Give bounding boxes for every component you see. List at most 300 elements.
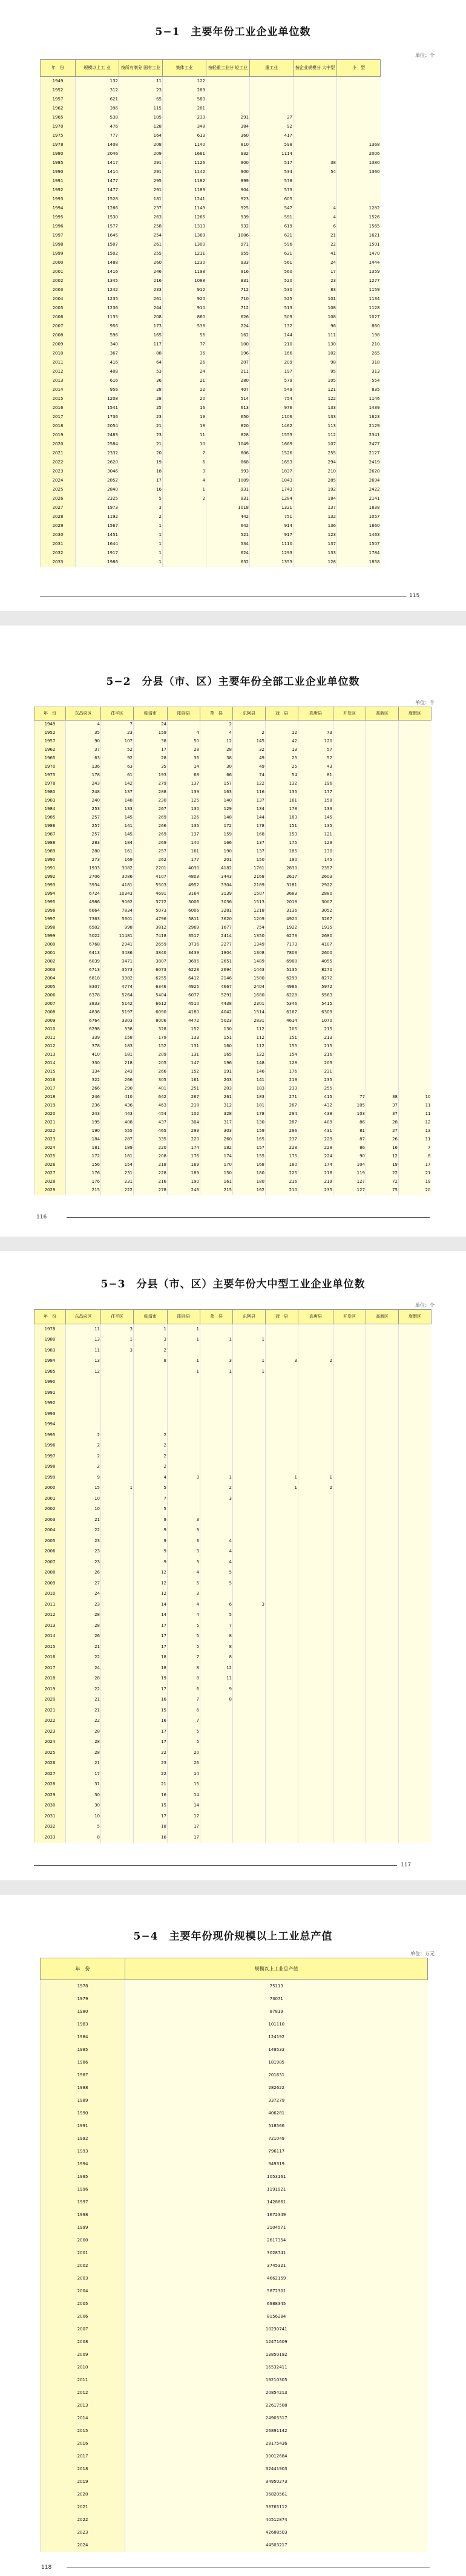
- value-cell: [200, 1822, 233, 1832]
- year-cell: 1999: [34, 1473, 66, 1483]
- value-cell: 23: [66, 1546, 101, 1557]
- unit-label: 单位：个: [415, 53, 435, 58]
- value-cell: 378: [66, 1042, 101, 1051]
- table-row: [41, 186, 381, 195]
- year-cell: 1987: [34, 831, 66, 839]
- value-cell: 294: [294, 458, 337, 467]
- value-cell: 312: [76, 86, 119, 95]
- year-cell: 2016: [34, 1652, 66, 1663]
- value-cell: 1230: [163, 258, 206, 267]
- value-cell: 255: [119, 249, 163, 258]
- column-header: 按轻重工业分 轻工业: [206, 60, 250, 77]
- value-cell: 129: [298, 839, 333, 848]
- year-cell: 2014: [34, 1631, 66, 1642]
- table-row: [34, 1186, 432, 1195]
- value-cell: [399, 763, 432, 771]
- year-cell: 2016: [41, 2437, 125, 2450]
- value-cell: 73: [298, 729, 333, 737]
- value-cell: 613: [206, 404, 250, 413]
- value-cell: [366, 805, 399, 814]
- value-cell: 7834: [101, 907, 134, 915]
- value-cell: [266, 1811, 298, 1822]
- value-cell: [163, 549, 206, 558]
- value-cell: [206, 95, 250, 104]
- value-cell: 56: [163, 331, 206, 340]
- value-cell: 6298: [66, 1025, 101, 1034]
- value-cell: 287: [266, 1102, 298, 1110]
- value-cell: 205: [266, 1025, 298, 1034]
- value-cell: 605: [250, 195, 294, 204]
- value-cell: [233, 1800, 266, 1811]
- value-cell: 7: [168, 1695, 200, 1705]
- value-cell: 1183: [163, 186, 206, 195]
- value-cell: 133: [294, 413, 337, 422]
- value-cell: [399, 1068, 432, 1076]
- value-cell: 8: [200, 1631, 233, 1642]
- value-cell: 463: [134, 1102, 168, 1110]
- value-cell: [366, 1051, 399, 1059]
- value-cell: [366, 1462, 399, 1473]
- value-cell: [101, 1536, 134, 1547]
- value-cell: [101, 1430, 134, 1441]
- year-cell: 1984: [34, 1356, 66, 1367]
- value-cell: 2201: [134, 865, 168, 873]
- year-cell: 1988: [41, 2082, 125, 2094]
- value-cell: 290: [101, 1085, 134, 1093]
- value-cell: [366, 1631, 399, 1642]
- value-cell: [266, 1652, 298, 1663]
- value-cell: 141: [233, 1076, 266, 1085]
- year-cell: 2030: [34, 1800, 66, 1811]
- column-header: 冠 县: [266, 707, 298, 721]
- value-cell: 222: [101, 1186, 134, 1195]
- value-cell: 22: [366, 1169, 399, 1178]
- value-cell: 38765112: [125, 2501, 428, 2514]
- value-cell: 208: [119, 140, 163, 149]
- value-cell: [366, 1398, 399, 1409]
- value-cell: 176: [66, 1169, 101, 1178]
- value-cell: [233, 1822, 266, 1832]
- value-cell: 37: [366, 1110, 399, 1119]
- value-cell: 28: [168, 746, 200, 754]
- year-cell: 2032: [34, 1822, 66, 1832]
- table-row: [34, 881, 432, 890]
- table-row: [34, 1377, 432, 1388]
- value-cell: 269: [134, 831, 168, 839]
- value-cell: 231: [101, 1178, 134, 1186]
- value-cell: [266, 1642, 298, 1653]
- value-cell: [399, 822, 432, 831]
- year-cell: 2006: [34, 992, 66, 1000]
- table-row: [34, 1042, 432, 1051]
- column-header: 重工业: [250, 60, 294, 77]
- value-cell: 37: [366, 1102, 399, 1110]
- value-cell: 5415: [298, 1000, 333, 1008]
- value-cell: 267: [134, 805, 168, 814]
- value-cell: 183: [266, 814, 298, 822]
- value-cell: 23: [134, 1758, 168, 1769]
- table-row: [34, 1758, 432, 1769]
- value-cell: [337, 195, 381, 204]
- year-cell: 1997: [41, 231, 76, 240]
- value-cell: 237: [266, 1136, 298, 1144]
- value-cell: 1784: [337, 549, 381, 558]
- year-cell: 1993: [34, 1409, 66, 1420]
- value-cell: 1053161: [125, 2171, 428, 2183]
- value-cell: 153: [266, 831, 298, 839]
- value-cell: 2852: [76, 476, 119, 485]
- year-cell: 2004: [41, 295, 76, 304]
- table-row: [34, 1515, 432, 1526]
- value-cell: 555: [101, 1127, 134, 1136]
- value-cell: 177: [168, 856, 200, 865]
- value-cell: 20: [168, 1748, 200, 1759]
- value-cell: 196: [200, 1059, 233, 1068]
- value-cell: 178: [233, 822, 266, 831]
- value-cell: 8: [168, 1673, 200, 1684]
- value-cell: 154: [101, 1161, 134, 1169]
- value-cell: 538: [76, 113, 119, 122]
- table-row: [41, 249, 381, 258]
- year-cell: 1983: [41, 2018, 125, 2031]
- value-cell: [399, 932, 432, 941]
- value-cell: [200, 1589, 233, 1600]
- value-cell: 90: [66, 737, 101, 746]
- value-cell: 1353: [250, 558, 294, 567]
- value-cell: 11481: [101, 932, 134, 941]
- value-cell: [399, 1737, 432, 1748]
- value-cell: 28: [119, 385, 163, 394]
- value-cell: 1408: [76, 140, 119, 149]
- value-cell: 340: [76, 340, 119, 349]
- value-cell: [233, 1737, 266, 1748]
- value-cell: 196: [298, 780, 333, 788]
- value-cell: 2054: [76, 422, 119, 431]
- value-cell: [333, 1068, 366, 1076]
- value-cell: 128: [294, 558, 337, 567]
- value-cell: [366, 1705, 399, 1716]
- value-cell: 208: [119, 313, 163, 322]
- value-cell: 2301: [233, 1000, 266, 1008]
- table-row: [34, 822, 432, 831]
- value-cell: [399, 1076, 432, 1085]
- value-cell: [333, 1610, 366, 1621]
- value-cell: 10230741: [125, 2323, 428, 2336]
- value-cell: 5404: [134, 992, 168, 1000]
- value-cell: 92: [101, 754, 134, 763]
- value-cell: 513: [250, 304, 294, 313]
- value-cell: 151: [266, 822, 298, 831]
- value-cell: [399, 1494, 432, 1505]
- value-cell: 17: [168, 1811, 200, 1822]
- value-cell: 246: [66, 1093, 101, 1102]
- year-cell: 1995: [34, 898, 66, 907]
- value-cell: 650: [206, 413, 250, 422]
- value-cell: 142: [101, 780, 134, 788]
- year-cell: 2013: [41, 2399, 125, 2412]
- value-cell: [366, 1695, 399, 1705]
- column-header: 冠 县: [266, 1310, 298, 1324]
- table-row: [41, 476, 381, 485]
- value-cell: [399, 729, 432, 737]
- value-cell: [366, 966, 399, 975]
- value-cell: [366, 1017, 399, 1025]
- value-cell: 5: [168, 1578, 200, 1589]
- year-cell: 2018: [41, 422, 76, 431]
- table-row: [41, 2183, 428, 2196]
- value-cell: 44503217: [125, 2539, 428, 2552]
- year-cell: 1994: [41, 2158, 125, 2171]
- value-cell: 416: [76, 358, 119, 367]
- value-cell: 334: [66, 1068, 101, 1076]
- year-cell: 1952: [41, 86, 76, 95]
- value-cell: 36: [163, 349, 206, 358]
- value-cell: 2: [66, 1440, 101, 1451]
- year-cell: 2020: [41, 440, 76, 449]
- value-cell: 1439: [337, 404, 381, 413]
- value-cell: 932: [206, 222, 250, 231]
- value-cell: [250, 95, 294, 104]
- page-table-5-1: [0, 0, 466, 611]
- year-cell: 2010: [34, 1589, 66, 1600]
- value-cell: [333, 754, 366, 763]
- value-cell: [233, 1832, 266, 1843]
- value-cell: [366, 1621, 399, 1632]
- value-cell: 1209: [233, 915, 266, 924]
- table-row: [41, 267, 381, 276]
- value-cell: 30012684: [125, 2450, 428, 2463]
- value-cell: 203: [200, 1076, 233, 1085]
- value-cell: 21: [119, 440, 163, 449]
- value-cell: [333, 958, 366, 966]
- value-cell: 280: [206, 376, 250, 385]
- value-cell: [200, 1398, 233, 1409]
- value-cell: 6713: [66, 966, 101, 975]
- year-cell: 1995: [41, 213, 76, 222]
- table-row: [41, 104, 381, 113]
- value-cell: 12: [399, 1119, 432, 1127]
- value-cell: 21: [66, 1515, 101, 1526]
- value-cell: [399, 1631, 432, 1642]
- value-cell: 1462: [250, 422, 294, 431]
- value-cell: [399, 1367, 432, 1378]
- value-cell: [101, 1769, 134, 1780]
- value-cell: 4: [200, 1546, 233, 1557]
- value-cell: 12: [266, 729, 298, 737]
- value-cell: [250, 86, 294, 95]
- table-row: [34, 915, 432, 924]
- value-cell: [399, 1008, 432, 1017]
- value-cell: 4: [200, 729, 233, 737]
- value-cell: [266, 1779, 298, 1790]
- year-cell: 2029: [41, 521, 76, 531]
- value-cell: 145: [298, 814, 333, 822]
- value-cell: 465: [134, 1127, 168, 1136]
- value-cell: [333, 848, 366, 856]
- table-row: [34, 975, 432, 983]
- year-cell: 2008: [41, 2336, 125, 2349]
- value-cell: 925: [206, 204, 250, 213]
- value-cell: [200, 1737, 233, 1748]
- value-cell: 131: [168, 1042, 200, 1051]
- value-cell: 128: [119, 122, 163, 131]
- value-cell: [233, 1673, 266, 1684]
- value-cell: [333, 822, 366, 831]
- value-cell: 137: [294, 540, 337, 549]
- value-cell: [233, 1377, 266, 1388]
- value-cell: 621: [250, 231, 294, 240]
- value-cell: 7: [163, 449, 206, 458]
- value-cell: [337, 177, 381, 186]
- value-cell: [399, 1705, 432, 1716]
- value-cell: [233, 1631, 266, 1642]
- table-row: [34, 1440, 432, 1451]
- value-cell: 287: [101, 1136, 134, 1144]
- value-cell: [298, 1727, 333, 1737]
- value-cell: 16: [134, 1695, 168, 1705]
- value-cell: 6299: [266, 975, 298, 983]
- table-row: [41, 177, 381, 186]
- value-cell: 6988: [266, 958, 298, 966]
- value-cell: 2584: [76, 440, 119, 449]
- value-cell: 90: [333, 1152, 366, 1161]
- value-cell: 2: [200, 721, 233, 729]
- value-cell: [266, 1345, 298, 1356]
- value-cell: 233: [119, 286, 163, 295]
- year-cell: 2006: [41, 313, 76, 322]
- value-cell: 1: [266, 1483, 298, 1494]
- value-cell: 17: [134, 1642, 168, 1653]
- value-cell: [266, 1409, 298, 1420]
- value-cell: [233, 1589, 266, 1600]
- value-cell: 28: [66, 1621, 101, 1632]
- value-cell: 3: [101, 1324, 134, 1335]
- value-cell: [399, 1042, 432, 1051]
- value-cell: 137: [233, 797, 266, 805]
- value-cell: 2483: [76, 431, 119, 440]
- value-cell: 255: [298, 1085, 333, 1093]
- value-cell: 17: [168, 1822, 200, 1832]
- value-cell: 54: [294, 168, 337, 177]
- value-cell: 4: [168, 1568, 200, 1578]
- value-cell: 28: [119, 394, 163, 404]
- value-cell: [366, 1800, 399, 1811]
- value-cell: 219: [298, 1178, 333, 1186]
- value-cell: [399, 839, 432, 848]
- year-cell: 1987: [41, 2069, 125, 2082]
- value-cell: 7363: [66, 915, 101, 924]
- value-cell: [266, 1515, 298, 1526]
- value-cell: 172: [66, 1152, 101, 1161]
- value-cell: [366, 1494, 399, 1505]
- value-cell: 1368: [337, 140, 381, 149]
- year-cell: 2017: [34, 1663, 66, 1674]
- year-cell: 2001: [34, 1494, 66, 1505]
- year-cell: 1985: [34, 1367, 66, 1378]
- value-cell: 4510: [168, 1000, 200, 1008]
- value-cell: 181: [101, 1152, 134, 1161]
- value-cell: [266, 1673, 298, 1684]
- value-cell: [298, 1536, 333, 1547]
- value-cell: 19210305: [125, 2374, 428, 2387]
- value-cell: 35: [134, 763, 168, 771]
- value-cell: 237: [119, 204, 163, 213]
- value-cell: 313: [337, 367, 381, 376]
- value-cell: [399, 805, 432, 814]
- value-cell: [101, 1684, 134, 1695]
- value-cell: 17: [119, 476, 163, 485]
- value-cell: [333, 1483, 366, 1494]
- value-cell: 122: [233, 780, 266, 788]
- value-cell: 22617508: [125, 2399, 428, 2412]
- value-cell: 338: [101, 1025, 134, 1034]
- year-cell: 2001: [34, 949, 66, 958]
- value-cell: 295: [119, 177, 163, 186]
- value-cell: [266, 1578, 298, 1589]
- value-cell: 9: [134, 1525, 168, 1536]
- value-cell: 598: [250, 140, 294, 149]
- value-cell: [366, 1042, 399, 1051]
- value-cell: 169: [101, 856, 134, 865]
- value-cell: [233, 1483, 266, 1494]
- value-cell: 5264: [101, 992, 134, 1000]
- value-cell: 36: [119, 376, 163, 385]
- year-cell: 2004: [34, 975, 66, 983]
- value-cell: [101, 1568, 134, 1578]
- value-cell: [399, 898, 432, 907]
- value-cell: [233, 1758, 266, 1769]
- value-cell: [366, 797, 399, 805]
- value-cell: 27: [366, 1127, 399, 1136]
- value-cell: 8006: [134, 1017, 168, 1025]
- value-cell: 899: [206, 177, 250, 186]
- value-cell: 3086: [101, 873, 134, 881]
- value-cell: 632: [206, 558, 250, 567]
- year-cell: 2005: [34, 983, 66, 992]
- value-cell: 5022: [66, 932, 101, 941]
- value-cell: [333, 1568, 366, 1578]
- value-cell: 183: [233, 1085, 266, 1093]
- value-cell: 4774: [101, 983, 134, 992]
- value-cell: [399, 1748, 432, 1759]
- year-cell: 2028: [34, 1779, 66, 1790]
- value-cell: 518566: [125, 2120, 428, 2133]
- value-cell: [101, 1600, 134, 1610]
- value-cell: [233, 1663, 266, 1674]
- value-cell: 5346: [266, 1000, 298, 1008]
- value-cell: [333, 1695, 366, 1705]
- value-cell: 10343: [101, 890, 134, 898]
- value-cell: 3007: [298, 898, 333, 907]
- table-row: [34, 1779, 432, 1790]
- year-cell: 1985: [34, 814, 66, 822]
- value-cell: [266, 1536, 298, 1547]
- value-cell: 210: [337, 340, 381, 349]
- value-cell: [366, 1779, 399, 1790]
- table-row: [34, 1737, 432, 1748]
- year-cell: 1952: [34, 729, 66, 737]
- value-cell: 6378: [66, 992, 101, 1000]
- value-cell: [298, 1546, 333, 1557]
- value-cell: [101, 1546, 134, 1557]
- value-cell: 3139: [200, 890, 233, 898]
- value-cell: [266, 1832, 298, 1843]
- value-cell: [333, 856, 366, 865]
- value-cell: 52: [298, 754, 333, 763]
- value-cell: [399, 890, 432, 898]
- table-row: [34, 1409, 432, 1420]
- value-cell: 1009: [206, 476, 250, 485]
